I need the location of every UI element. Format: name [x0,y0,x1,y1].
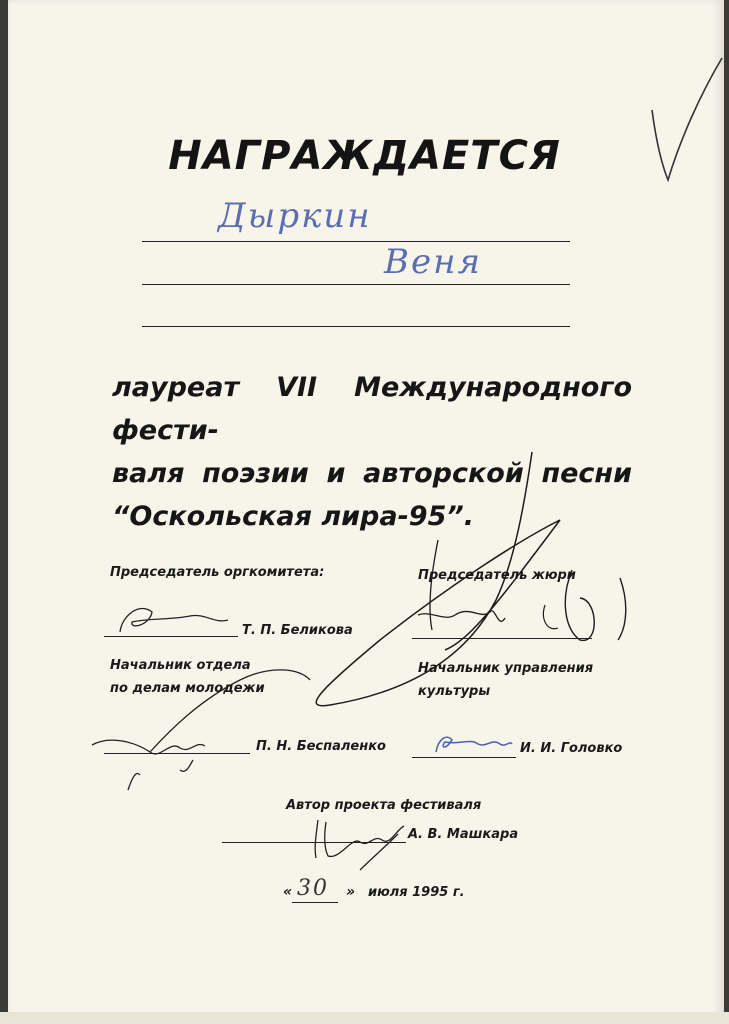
award-text-line-2: валя поэзии и авторской песни [112,458,632,489]
recipient-line-2 [142,284,570,285]
date-day: 30 [297,876,329,901]
youth-dept-signature-line [104,753,250,754]
youth-dept-title-2: по делам молодежи [110,681,265,696]
youth-dept-title-1: Начальник отдела [110,658,251,673]
scan-bottom-edge [0,1012,729,1024]
award-text-line-1: лауреат VII Международного фести- [112,372,632,446]
author-signature-line [222,842,406,843]
date-rest: июля 1995 г. [368,885,465,900]
award-text [112,366,632,538]
date-day-line [292,902,338,903]
recipient-line-1 [142,241,570,242]
date-close-quote: » [346,884,356,900]
recipient-line-3 [142,326,570,327]
author-name: А. В. Машкара [408,827,519,842]
jury-chair-signature-line [412,638,592,639]
org-chair-title: Председатель оргкомитета: [110,565,325,580]
youth-dept-name: П. Н. Беспаленко [256,739,386,754]
org-chair-signature-line [104,636,238,637]
jury-chair-title: Председатель жюри [418,568,576,583]
org-chair-name: Т. П. Беликова [242,623,353,638]
certificate-heading: НАГРАЖДАЕТСЯ [168,133,561,179]
award-text-line-3: “Оскольская лира-95”. [112,501,475,532]
author-title: Автор проекта фестиваля [286,798,482,813]
culture-dept-signature-line [412,757,516,758]
culture-dept-title-1: Начальник управления [418,661,594,676]
recipient-name: Веня [384,242,483,282]
culture-dept-title-2: культуры [418,684,491,699]
culture-dept-name: И. И. Головко [520,741,623,756]
recipient-surname: Дыркин [218,196,372,236]
date-open-quote: « [283,884,293,900]
